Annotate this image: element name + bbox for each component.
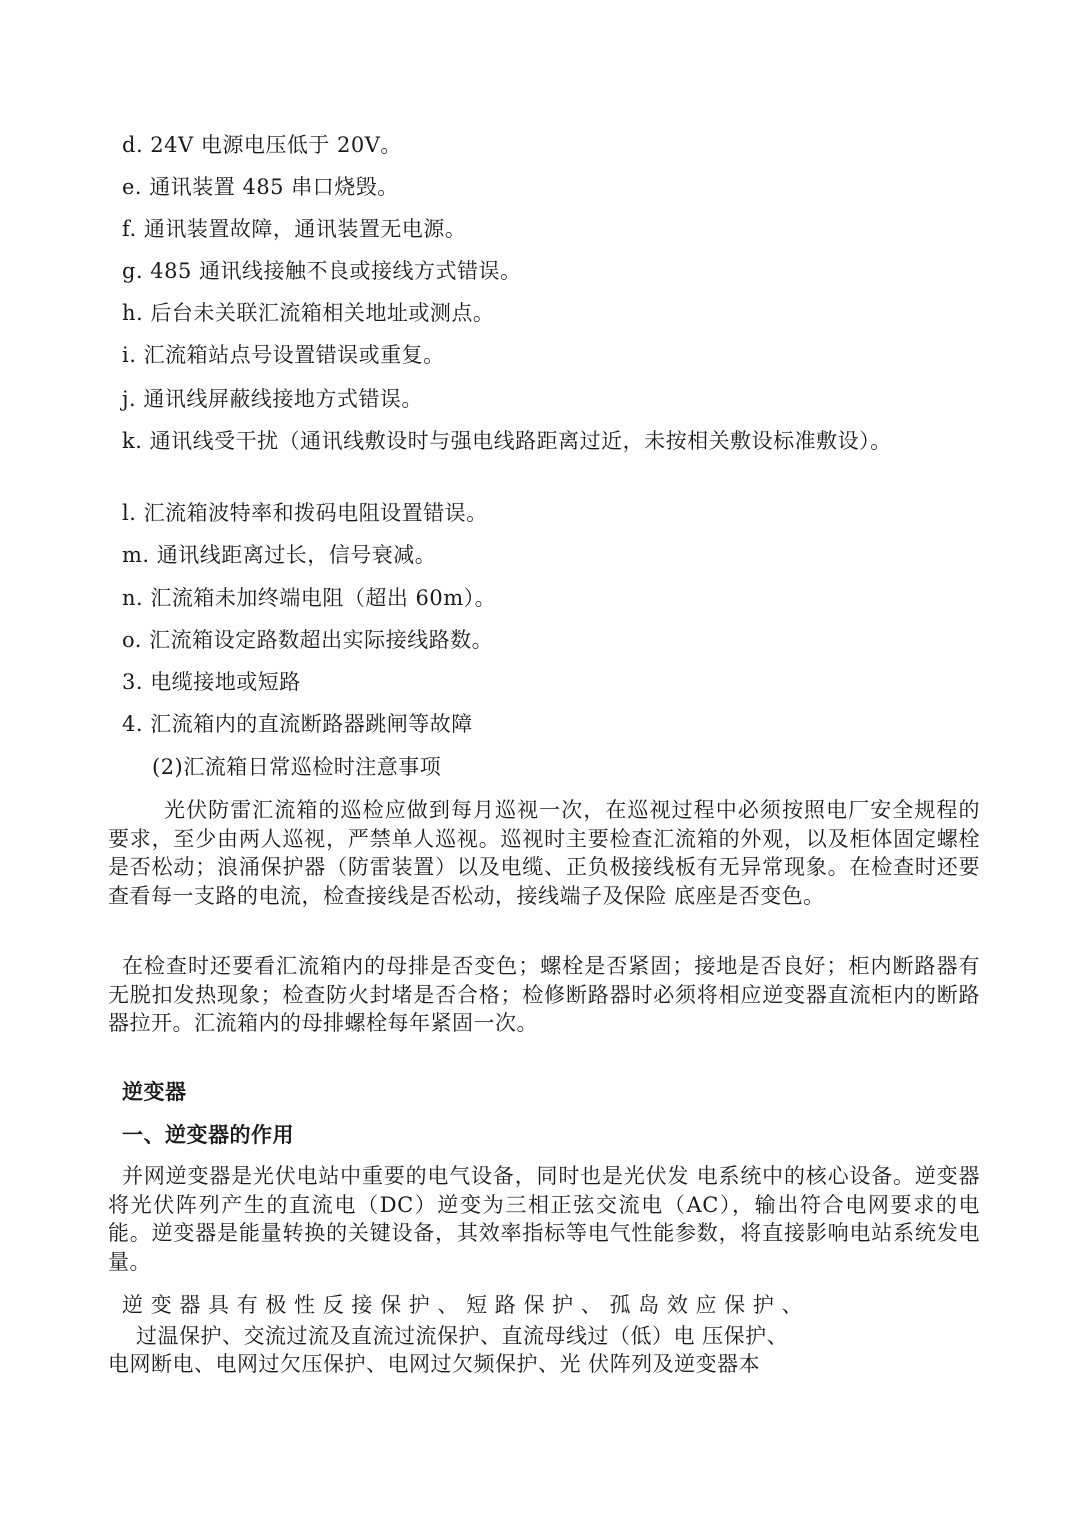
subsection-heading: 一、逆变器的作用 (122, 1123, 294, 1147)
paragraph-inspection: 光伏防雷汇流箱的巡检应做到每月巡视一次，在巡视过程中必须按照电厂安全规程的要求，至少由两人巡视，严禁单人巡视。巡视时主要检查汇流箱的外观，以及柜体固定螺栓是否松动；浪涌保护器（防雷装置）以及电缆、正负极接线板有无异常现象。在检查时还要查看每一支路的电流，检查接线是否松动，接线端子及保险 底座是否变色。 (108, 798, 980, 908)
list-item: j. 通讯线屏蔽线接地方式错误。 (122, 387, 423, 411)
list-item: 4. 汇流箱内的直流断路器跳闸等故障 (122, 712, 473, 736)
list-item: g. 485 通讯线接触不良或接线方式错误。 (122, 259, 522, 283)
list-item: 3. 电缆接地或短路 (122, 670, 301, 694)
list-item: o. 汇流箱设定路数超出实际接线路数。 (122, 628, 494, 652)
paragraph-protection-line: 逆 变 器 具 有 极 性 反 接 保 护 、 短 路 保 护 、 孤 岛 效 应 保 护 、 (122, 1293, 804, 1317)
list-item: l. 汇流箱波特率和拨码电阻设置错误。 (122, 501, 488, 525)
list-item: d. 24V 电源电压低于 20V。 (122, 133, 402, 157)
section-heading: 逆变器 (122, 1080, 187, 1104)
list-item: e. 通讯装置 485 串口烧毁。 (122, 175, 399, 199)
list-item: i. 汇流箱站点号设置错误或重复。 (122, 343, 445, 367)
list-item: m. 通讯线距离过长，信号衰减。 (122, 543, 437, 567)
list-item: f. 通讯装置故障，通讯装置无电源。 (122, 217, 467, 241)
paragraph-inverter-role: 并网逆变器是光伏电站中重要的电气设备，同时也是光伏发 电系统中的核心设备。逆变器将光伏阵列产生的直流电（DC）逆变为三相正弦交流电（AC），输出符合电网要求的电能。逆变器是能量转换的关键设备，其效率指标等电气性能参数，将直接影响电站系统发电量。 (108, 1164, 980, 1274)
paragraph-protection-line: 过温保护、交流过流及直流过流保护、直流母线过（低）电 压保护、 (136, 1324, 789, 1348)
subsection-title: (2)汇流箱日常巡检时注意事项 (152, 755, 442, 779)
list-item: n. 汇流箱未加终端电阻（超出 60m）。 (122, 586, 497, 610)
paragraph-busbar: 在检查时还要看汇流箱内的母排是否变色；螺栓是否紧固；接地是否良好；柜内断路器有无脱扣发热现象；检查防火封堵是否合格；检修断路器时必须将相应逆变器直流柜内的断路器拉开。汇流箱内的母排螺栓每年紧固一次。 (108, 954, 980, 1035)
list-item: h. 后台未关联汇流箱相关地址或测点。 (122, 301, 495, 325)
list-item-k: k. 通讯线受干扰（通讯线敷设时与强电线路距离过近，未按相关敷设标准敷设）。 (122, 429, 892, 453)
paragraph-protection-line: 电网断电、电网过欠压保护、电网过欠频保护、光 伏阵列及逆变器本 (108, 1352, 761, 1376)
